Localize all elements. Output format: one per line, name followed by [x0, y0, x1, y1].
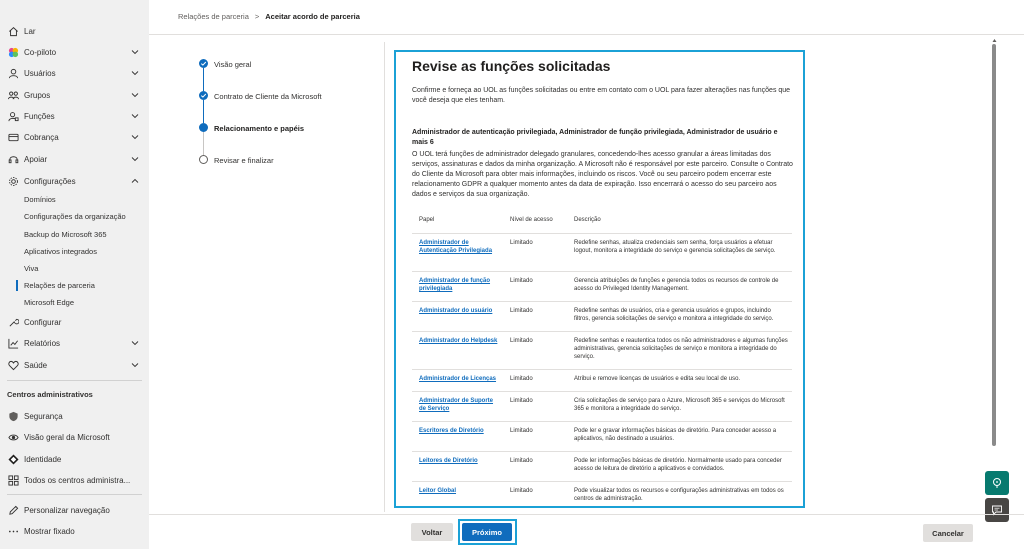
chevron-down-icon	[131, 133, 139, 141]
access-level: Limitado	[510, 240, 533, 246]
nav-label: Co-piloto	[24, 47, 57, 57]
nav-item-reports[interactable]	[0, 333, 149, 353]
chart-icon	[7, 337, 19, 349]
billing-icon	[7, 131, 19, 143]
nav-item-copilot[interactable]	[0, 42, 149, 62]
nav-label: Saúde	[24, 360, 48, 370]
check-icon	[199, 59, 208, 68]
roles-icon	[7, 110, 19, 122]
step-connector	[203, 132, 204, 155]
sub-item-org-settings[interactable]	[0, 208, 149, 225]
sub-label: Configurações da organização	[24, 212, 126, 221]
wrench-icon	[7, 316, 19, 328]
breadcrumb	[178, 12, 360, 21]
sub-item-edge[interactable]	[0, 294, 149, 311]
table-row	[412, 421, 792, 451]
step-label: Contrato de Cliente da Microsoft	[214, 91, 322, 101]
column-header-role: Papel	[419, 217, 435, 223]
role-description: Redefine senhas, atualiza credenciais sem senha, força usuários a efetuar logout, monitora a integridade do serviço e gerencia solicitações de serviço.	[574, 240, 776, 254]
headset-icon	[7, 153, 19, 165]
shield-icon	[7, 410, 19, 422]
cancel-button[interactable]: Cancelar	[923, 524, 973, 542]
purview-icon	[7, 431, 19, 443]
chevron-down-icon	[131, 155, 139, 163]
role-link[interactable]: Administrador do usuário	[419, 308, 493, 314]
sidebar-divider	[7, 380, 142, 381]
sub-label: Backup do Microsoft 365	[24, 230, 107, 239]
step-connector	[203, 68, 204, 91]
nav-label: Cobrança	[24, 132, 59, 142]
table-row	[412, 391, 792, 421]
chevron-down-icon	[131, 112, 139, 120]
sub-label: Aplicativos integrados	[24, 247, 97, 256]
sub-label: Viva	[24, 264, 39, 273]
nav-label: Usuários	[24, 68, 56, 78]
next-button[interactable]: Próximo	[462, 523, 512, 541]
nav-label: Funções	[24, 111, 55, 121]
role-link[interactable]: Leitor Global	[419, 488, 457, 494]
steps-divider	[384, 42, 385, 512]
nav-item-billing[interactable]	[0, 127, 149, 147]
copilot-icon	[7, 46, 19, 58]
scrollbar-thumb[interactable]	[992, 44, 996, 446]
all-centers-icon	[7, 474, 19, 486]
table-row	[412, 233, 792, 271]
step-label: Visão geral	[214, 59, 252, 69]
role-description: Pode ler informações básicas de diretório. Normalmente usado para conceder acesso de leitura de diretório a aplicativos e convidados.	[574, 458, 782, 472]
role-link[interactable]: Leitores de Diretório	[419, 458, 478, 464]
access-level: Limitado	[510, 428, 533, 434]
feedback-button[interactable]	[985, 498, 1009, 522]
chevron-down-icon	[131, 361, 139, 369]
table-row	[412, 331, 792, 369]
sub-item-domains[interactable]	[0, 191, 149, 208]
sub-item-partner-relationships[interactable]	[0, 277, 149, 294]
chevron-down-icon	[131, 91, 139, 99]
roles-description: O UOL terá funções de administrador delegado granulares, concedendo-lhes acesso granular a áreas limitadas dos serviços, assinaturas e dados da minha organização. A Microsoft não é responsável por este parceiro. Consulte o Contrato do Cliente da Microsoft para obter mais informações, incluindo os riscos. Você ou seu parceiro podem encerrar este relacionamento GDPR a qualquer momento antes da data de expiração. Isso encerrará o acesso do seu parceiro aos dados e serviços da sua organização.	[412, 151, 793, 198]
table-row	[412, 481, 792, 508]
breadcrumb-separator: >	[254, 12, 260, 21]
role-description: Pode visualizar todos os recursos e configurações administrativas em todos os centros de administração.	[574, 488, 784, 502]
step-label: Revisar e finalizar	[214, 155, 274, 165]
nav-label: Relatórios	[24, 338, 61, 348]
nav-item-groups[interactable]	[0, 85, 149, 105]
role-description: Redefine senhas e reautentica todos os não administradores e algumas funções administrativas, gerencia solicitações de serviço e monitora a integridade do serviço.	[574, 338, 788, 360]
gear-icon	[7, 175, 19, 187]
header-divider	[149, 34, 1024, 35]
nav-label: Apoiar	[24, 154, 48, 164]
nav-item-health[interactable]	[0, 355, 149, 375]
roles-table-header	[412, 217, 792, 229]
show-pinned[interactable]	[0, 521, 149, 541]
nav-label: Grupos	[24, 90, 51, 100]
chevron-down-icon	[131, 339, 139, 347]
table-row	[412, 271, 792, 301]
sidebar-divider	[7, 494, 142, 495]
groups-icon	[7, 89, 19, 101]
pencil-icon	[7, 504, 19, 516]
nav-label: Visão geral da Microsoft	[24, 432, 110, 442]
help-chat-icon	[991, 477, 1003, 489]
column-header-level: Nível de acesso	[510, 217, 553, 223]
role-link[interactable]: Administrador de Suporte de Serviço	[419, 398, 494, 412]
access-level: Limitado	[510, 376, 533, 382]
chevron-down-icon	[131, 69, 139, 77]
admin-centers-title: Centros administrativos	[7, 390, 93, 399]
roles-review-panel	[394, 50, 805, 508]
panel-intro: Confirme e forneça ao UOL as funções solicitadas ou entre em contato com o UOL para fazer alterações nas funções que você deseja que eles tenham.	[412, 87, 791, 104]
nav-label: Identidade	[24, 454, 62, 464]
nav-label: Segurança	[24, 411, 63, 421]
column-header-description: Descrição	[574, 217, 601, 223]
sub-label: Domínios	[24, 195, 56, 204]
active-indicator	[16, 280, 18, 291]
sub-label: Relações de parceria	[24, 281, 95, 290]
identity-icon	[7, 453, 19, 465]
help-button[interactable]	[985, 471, 1009, 495]
role-link[interactable]: Administrador de Licenças	[419, 376, 497, 382]
nav-label: Todos os centros administra...	[24, 475, 131, 485]
current-step-icon	[199, 123, 208, 132]
nav-label: Mostrar fixado	[24, 526, 75, 536]
customize-navigation[interactable]	[0, 500, 149, 520]
nav-item-settings[interactable]	[0, 171, 149, 191]
table-row	[412, 301, 792, 331]
check-icon	[199, 91, 208, 100]
role-description: Pode ler e gravar informações básicas de diretório. Para conceder acesso a aplicativos, não destinado a usuários.	[574, 428, 777, 442]
access-level: Limitado	[510, 458, 533, 464]
scroll-up-arrow-icon[interactable]	[992, 38, 997, 43]
nav-label: Configurações	[24, 176, 76, 186]
sidebar	[0, 0, 149, 549]
role-description: Atribui e remove licenças de usuários e edita seu local de uso.	[574, 376, 741, 382]
nav-item-setup[interactable]	[0, 312, 149, 332]
nav-label: Lar	[24, 26, 36, 36]
user-icon	[7, 67, 19, 79]
breadcrumb-current: Aceitar acordo de parceria	[265, 12, 360, 21]
role-description: Redefine senhas de usuários, cria e gerencia usuários e grupos, incluindo filtros, gerencia solicitações de serviço e monitora a integridade do serviço.	[574, 308, 774, 322]
table-row	[412, 451, 792, 481]
nav-item-security[interactable]	[0, 406, 149, 426]
role-link[interactable]: Administrador de função privilegiada	[419, 278, 491, 292]
role-link[interactable]: Escritores de Diretório	[419, 428, 484, 434]
access-level: Limitado	[510, 398, 533, 404]
sub-label: Microsoft Edge	[24, 298, 75, 307]
sub-item-viva[interactable]	[0, 260, 149, 277]
step-label: Relacionamento e papéis	[214, 123, 305, 133]
sub-item-backup[interactable]	[0, 226, 149, 243]
home-icon	[7, 25, 19, 37]
table-row	[412, 369, 792, 391]
nav-item-support[interactable]	[0, 149, 149, 169]
breadcrumb-parent-link[interactable]: Relações de parceria	[178, 12, 249, 21]
nav-item-home[interactable]	[0, 21, 149, 41]
chevron-up-icon	[131, 177, 139, 185]
access-level: Limitado	[510, 308, 533, 314]
role-link[interactable]: Administrador do Helpdesk	[419, 338, 498, 344]
heart-icon	[7, 359, 19, 371]
nav-item-purview[interactable]	[0, 427, 149, 447]
back-button[interactable]: Voltar	[411, 523, 453, 541]
nav-item-all-admin-centers[interactable]	[0, 470, 149, 490]
sub-item-integrated-apps[interactable]	[0, 243, 149, 260]
step-connector	[203, 100, 204, 123]
roles-heading: Administrador de autenticação privilegiada, Administrador de função privilegiada, Administrador de usuário e mais 6	[412, 129, 778, 146]
ellipsis-icon	[7, 525, 19, 537]
nav-item-users[interactable]	[0, 63, 149, 83]
access-level: Limitado	[510, 278, 533, 284]
pending-step-icon	[199, 155, 208, 164]
access-level: Limitado	[510, 488, 533, 494]
role-description: Cria solicitações de serviço para o Azure, Microsoft 365 e serviços do Microsoft 365 e monitora a integridade do serviço.	[574, 398, 785, 412]
nav-label: Personalizar navegação	[24, 505, 110, 515]
role-description: Gerencia atribuições de funções e gerencia todos os recursos de controle de acesso do Privileged Identity Management.	[574, 278, 779, 292]
nav-label: Configurar	[24, 317, 62, 327]
footer-divider	[149, 514, 1024, 515]
nav-item-identity[interactable]	[0, 449, 149, 469]
chevron-down-icon	[131, 48, 139, 56]
nav-item-roles[interactable]	[0, 106, 149, 126]
access-level: Limitado	[510, 338, 533, 344]
role-link[interactable]: Administrador de Autenticação Privilegiada	[419, 240, 493, 254]
panel-title: Revise as funções solicitadas	[412, 58, 611, 74]
